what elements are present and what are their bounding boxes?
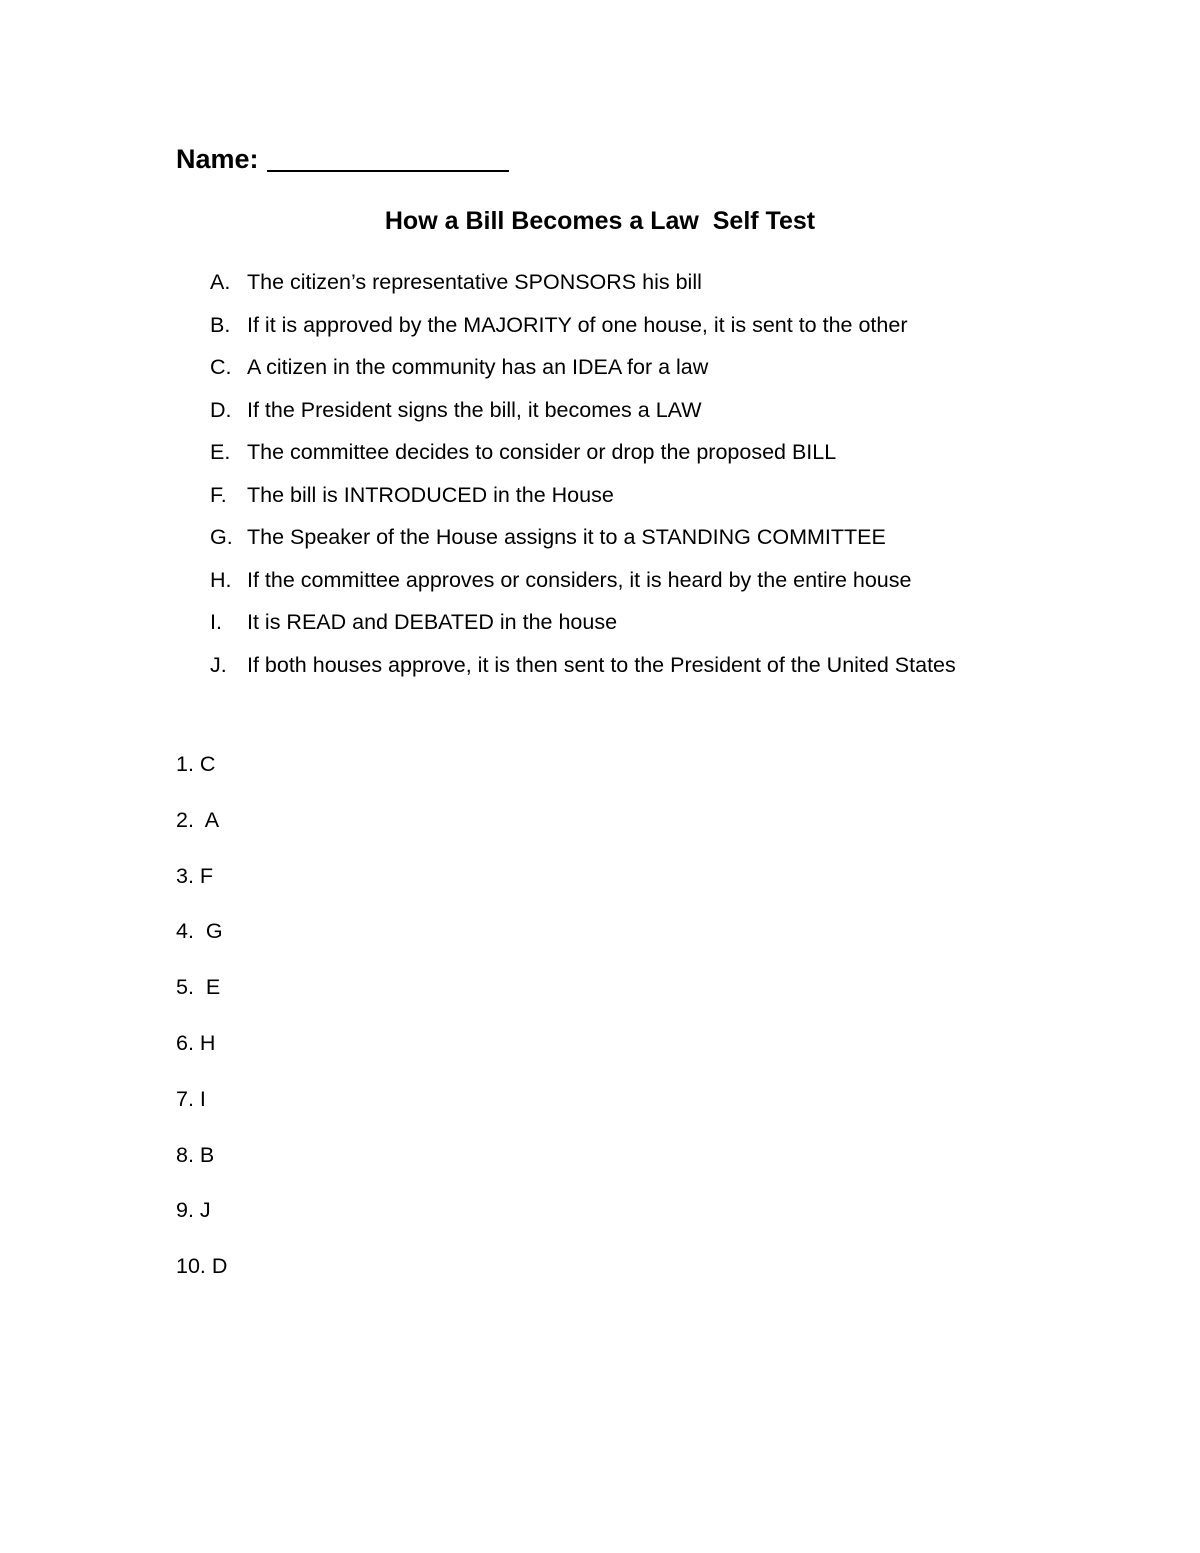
answer-item: 8. B bbox=[176, 1142, 215, 1167]
answer-item: 6. H bbox=[176, 1030, 216, 1055]
step-text: The committee decides to consider or drop the proposed BILL bbox=[247, 440, 837, 464]
step-letter: A. bbox=[210, 270, 231, 294]
step-text: If both houses approve, it is then sent to the President of the United States bbox=[247, 652, 956, 677]
answer-item: 1. C bbox=[176, 752, 216, 776]
step-text: The bill is INTRODUCED in the House bbox=[247, 482, 614, 507]
step-letter: D. bbox=[210, 397, 232, 422]
name-blank-line[interactable] bbox=[267, 140, 509, 172]
step-item bbox=[210, 351, 956, 394]
answer-list bbox=[176, 748, 227, 1306]
answer-item: 10. D bbox=[176, 1254, 228, 1279]
step-letter: I. bbox=[210, 610, 222, 634]
name-label: Name: bbox=[176, 144, 259, 174]
step-text: A citizen in the community has an IDEA for a law bbox=[247, 355, 709, 379]
answer-item: 2. A bbox=[176, 807, 220, 832]
step-text: The Speaker of the House assigns it to a STANDING COMMITTEE bbox=[247, 525, 886, 549]
step-item bbox=[210, 266, 956, 309]
answer-item: 3. F bbox=[176, 863, 214, 888]
step-letter: E. bbox=[210, 440, 231, 464]
step-item bbox=[210, 521, 956, 564]
step-text: It is READ and DEBATED in the house bbox=[247, 610, 618, 634]
answer-item: 5. E bbox=[176, 975, 221, 1000]
step-text: If the President signs the bill, it becomes a LAW bbox=[247, 397, 702, 422]
step-item bbox=[210, 394, 956, 437]
step-item bbox=[210, 436, 956, 479]
step-letter: J. bbox=[210, 652, 227, 677]
step-item bbox=[210, 606, 956, 649]
step-letter: F. bbox=[210, 482, 227, 507]
steps-list bbox=[210, 266, 956, 691]
step-item bbox=[210, 649, 956, 692]
name-field bbox=[176, 140, 509, 175]
step-item bbox=[210, 564, 956, 607]
step-letter: H. bbox=[210, 567, 232, 592]
step-letter: G. bbox=[210, 525, 233, 549]
step-letter: B. bbox=[210, 312, 231, 337]
step-text: The citizen’s representative SPONSORS his bill bbox=[247, 270, 702, 294]
answer-item: 4. G bbox=[176, 919, 223, 944]
step-letter: C. bbox=[210, 355, 232, 379]
worksheet-title: How a Bill Becomes a Law Self Test bbox=[384, 207, 816, 235]
answer-item: 7. I bbox=[176, 1086, 206, 1111]
step-item bbox=[210, 309, 956, 352]
step-text: If it is approved by the MAJORITY of one house, it is sent to the other bbox=[247, 312, 908, 337]
step-text: If the committee approves or considers, it is heard by the entire house bbox=[247, 567, 912, 592]
answer-item: 9. J bbox=[176, 1198, 211, 1223]
step-item bbox=[210, 479, 956, 522]
